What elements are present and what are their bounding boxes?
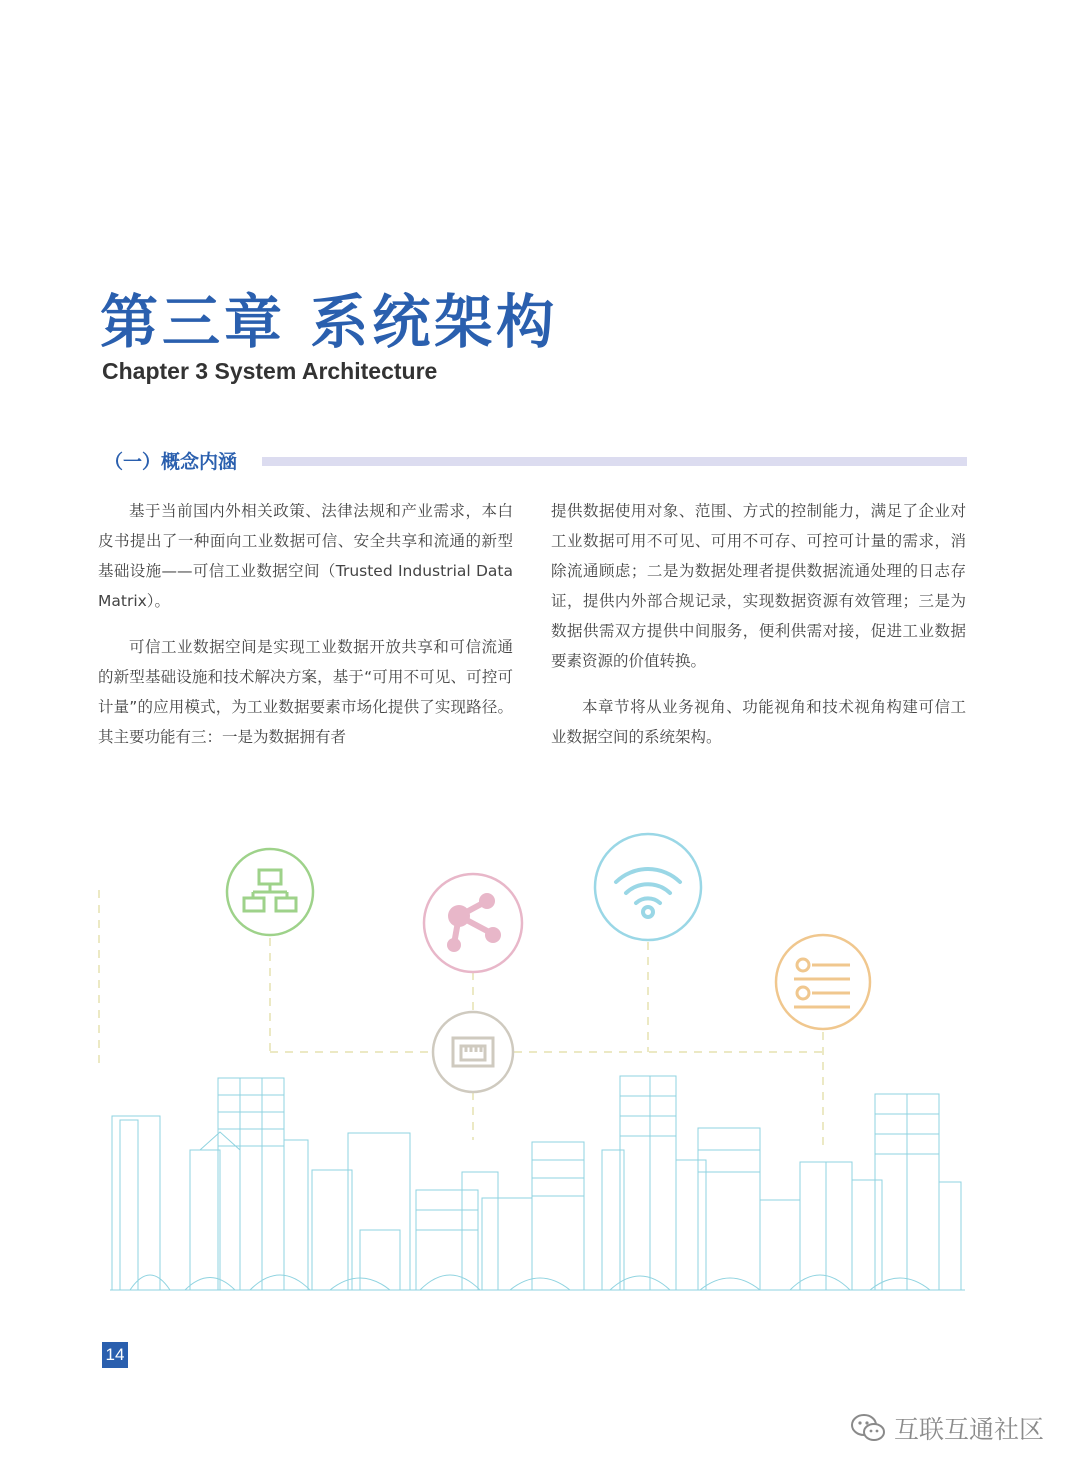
wechat-icon (850, 1413, 886, 1443)
watermark-text: 互联互通社区 (893, 1415, 1044, 1444)
body-column-right (551, 496, 966, 768)
network-icon (227, 849, 313, 935)
section-divider (262, 457, 967, 466)
body-column-left (98, 496, 513, 768)
paragraph: 提供数据使用对象、范围、方式的控制能力，满足了企业对工业数据可用不可见、可用不可存、可控可计量的需求，消除流通顾虑；二是为数据处理者提供数据流通处理的日志存证，提供内外部合规记录，实现数据资源有效管理；三是为数据供需双方提供中间服务，便利供需对接，促进工业数据要素资源的价值转换。 (551, 502, 966, 670)
city-skyline (110, 1076, 965, 1290)
chapter-subtitle: Chapter 3 System Architecture (102, 358, 438, 384)
page-number: 14 (102, 1342, 128, 1368)
paragraph: 本章节将从业务视角、功能视角和技术视角构建可信工业数据空间的系统架构。 (551, 698, 966, 746)
watermark (850, 1410, 1044, 1446)
wifi-icon (595, 834, 701, 940)
ethernet-port-icon (433, 1012, 513, 1092)
list-icon (776, 935, 870, 1029)
section-title: （一）概念内涵 (104, 451, 238, 473)
share-icon (424, 874, 522, 972)
paragraph: 可信工业数据空间是实现工业数据开放共享和可信流通的新型基础设施和技术解决方案，基于“可用不可见、可控可计量”的应用模式，为工业数据要素市场化提供了实现路径。其主要功能有三：一是为数据拥有者 (98, 638, 513, 746)
paragraph: 基于当前国内外相关政策、法律法规和产业需求，本白皮书提出了一种面向工业数据可信、安全共享和流通的新型基础设施——可信工业数据空间（Trusted Industrial Data Matrix）。 (98, 502, 513, 610)
chapter-title: 第三章 系统架构 (100, 288, 559, 356)
city-network-illustration (90, 820, 970, 1300)
